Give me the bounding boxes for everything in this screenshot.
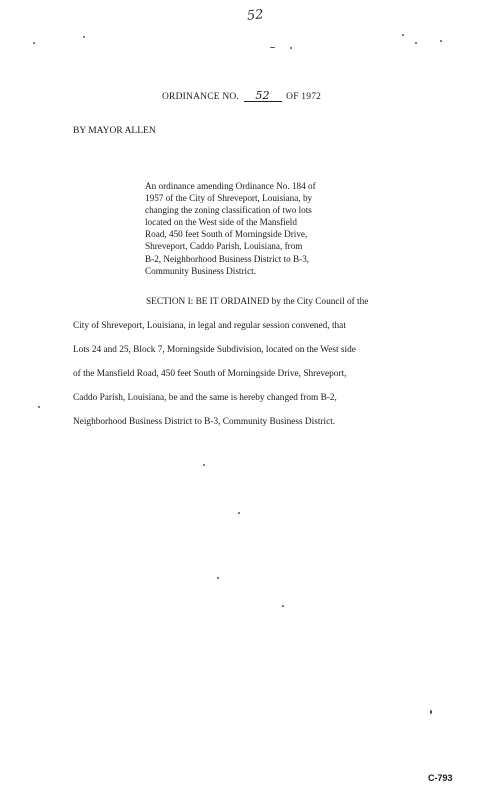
author-line: BY MAYOR ALLEN bbox=[73, 126, 156, 136]
scan-speck bbox=[282, 605, 284, 607]
scan-speck bbox=[203, 464, 205, 466]
scan-speck bbox=[415, 42, 417, 44]
scan-speck bbox=[270, 47, 275, 48]
scan-speck bbox=[290, 47, 292, 49]
summary-line: changing the zoning classification of two lots bbox=[145, 205, 312, 216]
summary-line: Shreveport, Caddo Parish, Louisiana, from bbox=[145, 241, 303, 252]
scan-speck bbox=[83, 36, 85, 38]
summary-line: Road, 450 feet South of Morningside Drive, bbox=[145, 229, 308, 240]
summary-line: 1957 of the City of Shreveport, Louisiana, by bbox=[145, 193, 313, 204]
scan-speck bbox=[217, 577, 219, 579]
section-line: Caddo Parish, Louisiana, be and the same is hereby changed from B-2, bbox=[73, 392, 337, 403]
section-line: Lots 24 and 25, Block 7, Morningside Subdivision, located on the West side bbox=[73, 344, 356, 355]
scan-speck bbox=[402, 34, 404, 36]
section-line: of the Mansfield Road, 450 feet South of Morningside Drive, Shreveport, bbox=[73, 368, 347, 379]
scan-speck bbox=[33, 42, 35, 44]
title-suffix: OF 1972 bbox=[286, 92, 322, 102]
section-line: City of Shreveport, Louisiana, in legal and regular session convened, that bbox=[73, 320, 346, 331]
ordinance-title bbox=[162, 91, 321, 102]
title-prefix: ORDINANCE NO. bbox=[162, 92, 240, 102]
scan-speck bbox=[38, 406, 40, 408]
ordinance-number: 52 bbox=[244, 91, 282, 102]
page-number: C-793 bbox=[428, 773, 453, 783]
summary-line: An ordinance amending Ordinance No. 184 of bbox=[145, 181, 316, 191]
scan-speck bbox=[238, 512, 240, 514]
scan-speck bbox=[440, 40, 442, 42]
ordinance-summary bbox=[145, 180, 370, 277]
scan-speck bbox=[430, 710, 432, 714]
section-line: SECTION I: BE IT ORDAINED by the City Council of the bbox=[146, 297, 369, 307]
section-one bbox=[73, 291, 418, 434]
summary-line: B-2, Neighborhood Business District to B-3, bbox=[145, 253, 310, 264]
summary-line: Community Business District. bbox=[145, 265, 257, 276]
summary-line: located on the West side of the Mansfield bbox=[145, 217, 297, 228]
handwritten-number: 52 bbox=[246, 7, 265, 24]
section-line: Neighborhood Business District to B-3, Community Business District. bbox=[73, 416, 336, 427]
